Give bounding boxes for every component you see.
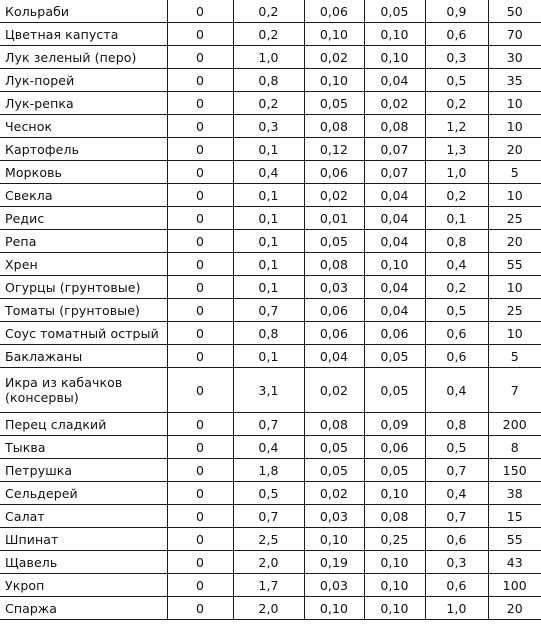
value-cell-c6: 38 bbox=[488, 482, 541, 505]
value-cell-c4: 0,05 bbox=[364, 0, 425, 23]
value-cell-c6: 30 bbox=[488, 46, 541, 69]
value-cell-c6: 10 bbox=[488, 92, 541, 115]
table-row bbox=[0, 69, 541, 92]
value-cell-c5: 0,1 bbox=[425, 207, 488, 230]
product-name-cell: Чеснок bbox=[0, 115, 167, 138]
product-name-cell: Лук-репка bbox=[0, 92, 167, 115]
table-row bbox=[0, 482, 541, 505]
value-cell-c3: 0,03 bbox=[304, 276, 364, 299]
value-cell-c1: 0 bbox=[167, 184, 233, 207]
value-cell-c6: 25 bbox=[488, 207, 541, 230]
value-cell-c3: 0,05 bbox=[304, 436, 364, 459]
product-name-cell: Шпинат bbox=[0, 528, 167, 551]
product-name-cell: Укроп bbox=[0, 574, 167, 597]
value-cell-c5: 1,3 bbox=[425, 138, 488, 161]
value-cell-c4: 0,08 bbox=[364, 505, 425, 528]
value-cell-c3: 0,05 bbox=[304, 230, 364, 253]
value-cell-c2: 0,3 bbox=[233, 115, 304, 138]
value-cell-c1: 0 bbox=[167, 299, 233, 322]
value-cell-c2: 2,5 bbox=[233, 528, 304, 551]
value-cell-c2: 0,8 bbox=[233, 322, 304, 345]
table-row bbox=[0, 115, 541, 138]
value-cell-c5: 1,2 bbox=[425, 115, 488, 138]
product-name-cell: Соус томатный острый bbox=[0, 322, 167, 345]
value-cell-c2: 0,1 bbox=[233, 345, 304, 368]
value-cell-c2: 2,0 bbox=[233, 597, 304, 620]
value-cell-c2: 0,7 bbox=[233, 413, 304, 436]
value-cell-c6: 20 bbox=[488, 138, 541, 161]
value-cell-c3: 0,02 bbox=[304, 46, 364, 69]
value-cell-c2: 0,7 bbox=[233, 299, 304, 322]
value-cell-c6: 5 bbox=[488, 161, 541, 184]
value-cell-c5: 0,4 bbox=[425, 482, 488, 505]
value-cell-c1: 0 bbox=[167, 23, 233, 46]
value-cell-c5: 0,3 bbox=[425, 551, 488, 574]
value-cell-c5: 0,6 bbox=[425, 528, 488, 551]
table-row bbox=[0, 253, 541, 276]
value-cell-c2: 0,1 bbox=[233, 230, 304, 253]
table-row bbox=[0, 138, 541, 161]
value-cell-c6: 200 bbox=[488, 413, 541, 436]
value-cell-c6: 20 bbox=[488, 230, 541, 253]
value-cell-c2: 0,4 bbox=[233, 161, 304, 184]
value-cell-c3: 0,10 bbox=[304, 528, 364, 551]
value-cell-c2: 0,1 bbox=[233, 138, 304, 161]
value-cell-c5: 0,8 bbox=[425, 413, 488, 436]
value-cell-c5: 1,0 bbox=[425, 161, 488, 184]
product-name-cell: Икра из кабачков (консервы) bbox=[0, 368, 167, 413]
value-cell-c1: 0 bbox=[167, 345, 233, 368]
value-cell-c1: 0 bbox=[167, 69, 233, 92]
value-cell-c2: 1,7 bbox=[233, 574, 304, 597]
product-name-cell: Картофель bbox=[0, 138, 167, 161]
value-cell-c1: 0 bbox=[167, 207, 233, 230]
value-cell-c5: 0,6 bbox=[425, 574, 488, 597]
value-cell-c3: 0,08 bbox=[304, 115, 364, 138]
value-cell-c6: 50 bbox=[488, 0, 541, 23]
value-cell-c2: 0,5 bbox=[233, 482, 304, 505]
value-cell-c4: 0,04 bbox=[364, 184, 425, 207]
product-name-cell: Тыква bbox=[0, 436, 167, 459]
value-cell-c4: 0,04 bbox=[364, 230, 425, 253]
value-cell-c5: 0,7 bbox=[425, 505, 488, 528]
table-row bbox=[0, 597, 541, 620]
value-cell-c5: 0,9 bbox=[425, 0, 488, 23]
value-cell-c5: 0,2 bbox=[425, 92, 488, 115]
table-row bbox=[0, 230, 541, 253]
table-row bbox=[0, 0, 541, 23]
product-name-cell: Морковь bbox=[0, 161, 167, 184]
table-row bbox=[0, 551, 541, 574]
value-cell-c2: 0,7 bbox=[233, 505, 304, 528]
product-name-cell: Перец сладкий bbox=[0, 413, 167, 436]
product-name-cell: Сельдерей bbox=[0, 482, 167, 505]
value-cell-c3: 0,02 bbox=[304, 482, 364, 505]
value-cell-c6: 7 bbox=[488, 368, 541, 413]
value-cell-c6: 5 bbox=[488, 345, 541, 368]
value-cell-c1: 0 bbox=[167, 92, 233, 115]
value-cell-c6: 10 bbox=[488, 322, 541, 345]
value-cell-c6: 150 bbox=[488, 459, 541, 482]
value-cell-c1: 0 bbox=[167, 161, 233, 184]
value-cell-c2: 0,2 bbox=[233, 23, 304, 46]
value-cell-c2: 0,1 bbox=[233, 184, 304, 207]
value-cell-c1: 0 bbox=[167, 482, 233, 505]
value-cell-c6: 100 bbox=[488, 574, 541, 597]
table-row bbox=[0, 459, 541, 482]
table-row bbox=[0, 505, 541, 528]
value-cell-c3: 0,10 bbox=[304, 23, 364, 46]
value-cell-c6: 25 bbox=[488, 299, 541, 322]
value-cell-c1: 0 bbox=[167, 0, 233, 23]
value-cell-c6: 10 bbox=[488, 276, 541, 299]
value-cell-c2: 3,1 bbox=[233, 368, 304, 413]
value-cell-c1: 0 bbox=[167, 230, 233, 253]
value-cell-c3: 0,01 bbox=[304, 207, 364, 230]
value-cell-c4: 0,04 bbox=[364, 207, 425, 230]
table-row bbox=[0, 436, 541, 459]
value-cell-c5: 0,6 bbox=[425, 322, 488, 345]
value-cell-c4: 0,10 bbox=[364, 46, 425, 69]
value-cell-c2: 0,2 bbox=[233, 0, 304, 23]
value-cell-c3: 0,06 bbox=[304, 161, 364, 184]
value-cell-c4: 0,04 bbox=[364, 276, 425, 299]
value-cell-c5: 1,0 bbox=[425, 597, 488, 620]
value-cell-c5: 0,4 bbox=[425, 253, 488, 276]
value-cell-c1: 0 bbox=[167, 368, 233, 413]
value-cell-c3: 0,03 bbox=[304, 505, 364, 528]
value-cell-c3: 0,03 bbox=[304, 574, 364, 597]
value-cell-c3: 0,08 bbox=[304, 253, 364, 276]
value-cell-c1: 0 bbox=[167, 138, 233, 161]
product-name-cell: Огурцы (грунтовые) bbox=[0, 276, 167, 299]
value-cell-c3: 0,05 bbox=[304, 459, 364, 482]
table-row bbox=[0, 528, 541, 551]
value-cell-c5: 0,7 bbox=[425, 459, 488, 482]
value-cell-c4: 0,05 bbox=[364, 345, 425, 368]
table-row bbox=[0, 46, 541, 69]
value-cell-c2: 0,8 bbox=[233, 69, 304, 92]
table-row bbox=[0, 276, 541, 299]
product-name-cell: Кольраби bbox=[0, 0, 167, 23]
value-cell-c5: 0,8 bbox=[425, 230, 488, 253]
value-cell-c3: 0,04 bbox=[304, 345, 364, 368]
value-cell-c6: 55 bbox=[488, 528, 541, 551]
value-cell-c4: 0,10 bbox=[364, 253, 425, 276]
product-name-cell: Салат bbox=[0, 505, 167, 528]
product-name-cell: Лук зеленый (перо) bbox=[0, 46, 167, 69]
value-cell-c1: 0 bbox=[167, 459, 233, 482]
table-row bbox=[0, 413, 541, 436]
value-cell-c4: 0,25 bbox=[364, 528, 425, 551]
table-row bbox=[0, 574, 541, 597]
value-cell-c5: 0,5 bbox=[425, 299, 488, 322]
value-cell-c3: 0,02 bbox=[304, 368, 364, 413]
value-cell-c3: 0,06 bbox=[304, 299, 364, 322]
value-cell-c1: 0 bbox=[167, 253, 233, 276]
value-cell-c6: 43 bbox=[488, 551, 541, 574]
value-cell-c5: 0,4 bbox=[425, 368, 488, 413]
value-cell-c1: 0 bbox=[167, 276, 233, 299]
value-cell-c3: 0,10 bbox=[304, 69, 364, 92]
value-cell-c6: 10 bbox=[488, 184, 541, 207]
value-cell-c4: 0,10 bbox=[364, 482, 425, 505]
value-cell-c5: 0,2 bbox=[425, 184, 488, 207]
value-cell-c4: 0,10 bbox=[364, 574, 425, 597]
value-cell-c2: 0,1 bbox=[233, 207, 304, 230]
value-cell-c4: 0,10 bbox=[364, 551, 425, 574]
table-row bbox=[0, 322, 541, 345]
table-row bbox=[0, 207, 541, 230]
product-name-cell: Цветная капуста bbox=[0, 23, 167, 46]
value-cell-c1: 0 bbox=[167, 528, 233, 551]
table-row bbox=[0, 184, 541, 207]
value-cell-c4: 0,09 bbox=[364, 413, 425, 436]
value-cell-c3: 0,08 bbox=[304, 413, 364, 436]
value-cell-c3: 0,06 bbox=[304, 322, 364, 345]
product-name-cell: Томаты (грунтовые) bbox=[0, 299, 167, 322]
product-name-cell: Спаржа bbox=[0, 597, 167, 620]
product-name-cell: Баклажаны bbox=[0, 345, 167, 368]
table-row bbox=[0, 23, 541, 46]
value-cell-c1: 0 bbox=[167, 551, 233, 574]
value-cell-c4: 0,06 bbox=[364, 322, 425, 345]
product-name-cell: Свекла bbox=[0, 184, 167, 207]
value-cell-c4: 0,04 bbox=[364, 299, 425, 322]
value-cell-c1: 0 bbox=[167, 115, 233, 138]
value-cell-c6: 55 bbox=[488, 253, 541, 276]
value-cell-c2: 0,4 bbox=[233, 436, 304, 459]
value-cell-c4: 0,08 bbox=[364, 115, 425, 138]
value-cell-c6: 8 bbox=[488, 436, 541, 459]
value-cell-c5: 0,5 bbox=[425, 436, 488, 459]
table-row bbox=[0, 368, 541, 413]
value-cell-c1: 0 bbox=[167, 505, 233, 528]
value-cell-c3: 0,19 bbox=[304, 551, 364, 574]
value-cell-c5: 0,6 bbox=[425, 23, 488, 46]
value-cell-c2: 0,2 bbox=[233, 92, 304, 115]
table-row bbox=[0, 92, 541, 115]
value-cell-c4: 0,06 bbox=[364, 436, 425, 459]
value-cell-c1: 0 bbox=[167, 574, 233, 597]
product-name-cell: Петрушка bbox=[0, 459, 167, 482]
value-cell-c4: 0,04 bbox=[364, 69, 425, 92]
value-cell-c4: 0,05 bbox=[364, 459, 425, 482]
value-cell-c6: 15 bbox=[488, 505, 541, 528]
value-cell-c3: 0,12 bbox=[304, 138, 364, 161]
value-cell-c1: 0 bbox=[167, 46, 233, 69]
value-cell-c3: 0,06 bbox=[304, 0, 364, 23]
value-cell-c4: 0,07 bbox=[364, 161, 425, 184]
table-row bbox=[0, 161, 541, 184]
value-cell-c2: 2,0 bbox=[233, 551, 304, 574]
value-cell-c5: 0,6 bbox=[425, 345, 488, 368]
product-name-cell: Хрен bbox=[0, 253, 167, 276]
value-cell-c5: 0,3 bbox=[425, 46, 488, 69]
value-cell-c2: 1,8 bbox=[233, 459, 304, 482]
product-name-cell: Лук-порей bbox=[0, 69, 167, 92]
value-cell-c2: 1,0 bbox=[233, 46, 304, 69]
value-cell-c6: 35 bbox=[488, 69, 541, 92]
value-cell-c1: 0 bbox=[167, 322, 233, 345]
value-cell-c4: 0,02 bbox=[364, 92, 425, 115]
product-name-cell: Редис bbox=[0, 207, 167, 230]
table-row bbox=[0, 299, 541, 322]
value-cell-c4: 0,10 bbox=[364, 597, 425, 620]
value-cell-c1: 0 bbox=[167, 436, 233, 459]
product-name-cell: Щавель bbox=[0, 551, 167, 574]
value-cell-c3: 0,05 bbox=[304, 92, 364, 115]
value-cell-c3: 0,02 bbox=[304, 184, 364, 207]
product-name-cell: Репа bbox=[0, 230, 167, 253]
value-cell-c2: 0,1 bbox=[233, 253, 304, 276]
value-cell-c1: 0 bbox=[167, 597, 233, 620]
value-cell-c5: 0,2 bbox=[425, 276, 488, 299]
value-cell-c6: 70 bbox=[488, 23, 541, 46]
table-row bbox=[0, 345, 541, 368]
value-cell-c1: 0 bbox=[167, 413, 233, 436]
value-cell-c6: 20 bbox=[488, 597, 541, 620]
value-cell-c3: 0,10 bbox=[304, 597, 364, 620]
value-cell-c4: 0,07 bbox=[364, 138, 425, 161]
value-cell-c2: 0,1 bbox=[233, 276, 304, 299]
value-cell-c4: 0,10 bbox=[364, 23, 425, 46]
value-cell-c5: 0,5 bbox=[425, 69, 488, 92]
value-cell-c6: 10 bbox=[488, 115, 541, 138]
value-cell-c4: 0,05 bbox=[364, 368, 425, 413]
